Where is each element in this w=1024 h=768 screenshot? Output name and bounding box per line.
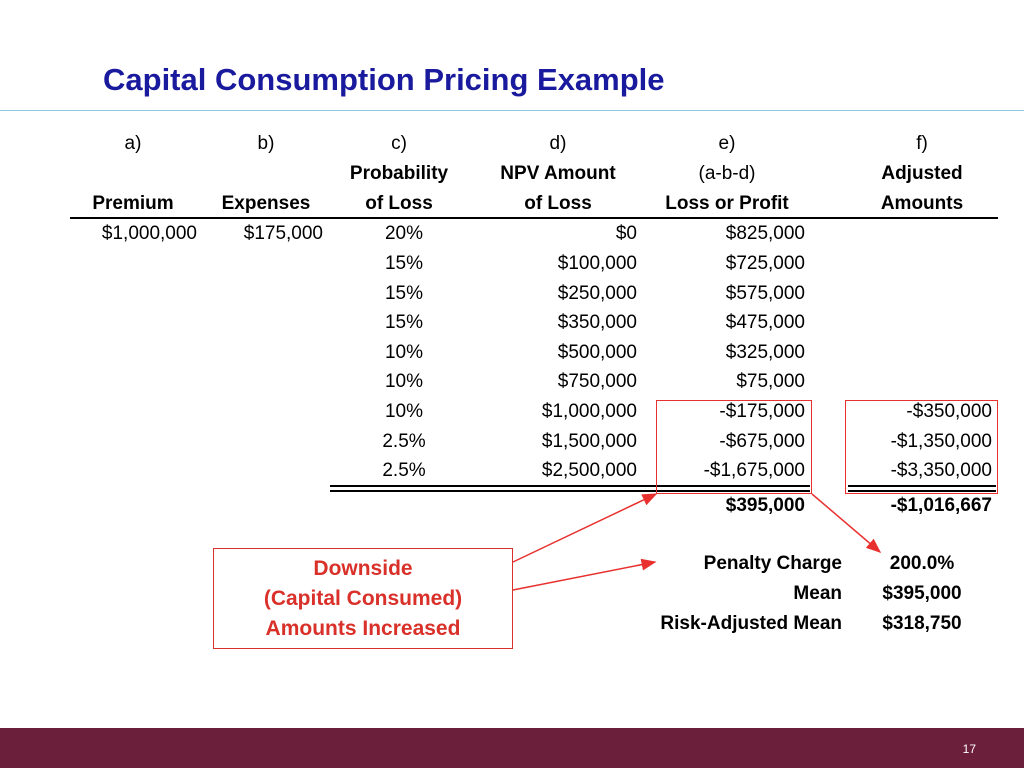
- page-number: 17: [962, 742, 976, 756]
- penalty-charge-label: Penalty Charge: [703, 553, 842, 574]
- col-f-letter: f): [916, 133, 928, 154]
- table-row-lp: -$175,000: [719, 401, 805, 422]
- col-b-header: Expenses: [221, 193, 311, 214]
- table-row-prob: 10%: [384, 371, 424, 392]
- slide-title: Capital Consumption Pricing Example: [103, 62, 665, 97]
- col-a-header: Premium: [92, 193, 174, 214]
- table-row-prob: 15%: [384, 283, 424, 304]
- arrow-to-penalty-value: [812, 494, 880, 552]
- mean-label: Mean: [793, 583, 842, 604]
- col-b-letter: b): [257, 133, 275, 154]
- arrow-to-loss-box: [513, 494, 656, 562]
- table-row-adj: -$1,350,000: [890, 431, 992, 452]
- table-row-npv: $500,000: [557, 342, 637, 363]
- col-d-header-line1: NPV Amount: [500, 163, 616, 184]
- risk-adjusted-mean-value: $318,750: [882, 613, 962, 634]
- col-a-letter: a): [124, 133, 142, 154]
- risk-adjusted-mean-label: Risk-Adjusted Mean: [660, 613, 842, 634]
- table-row-lp: -$1,675,000: [703, 460, 805, 481]
- table-row-prob: 15%: [384, 253, 424, 274]
- table-row-npv: $0: [615, 223, 637, 244]
- table-row-npv: $250,000: [557, 283, 637, 304]
- total-adjusted: -$1,016,667: [890, 495, 992, 516]
- table-row-adj: -$350,000: [906, 401, 992, 422]
- table-row-npv: $750,000: [557, 371, 637, 392]
- table-row-npv: $350,000: [557, 312, 637, 333]
- table-row-adj: -$3,350,000: [890, 460, 992, 481]
- col-c-header-line2: of Loss: [365, 193, 433, 214]
- table-row-prob: 15%: [384, 312, 424, 333]
- callout-line-3: Amounts Increased: [265, 616, 461, 640]
- col-d-letter: d): [549, 133, 567, 154]
- table-row-lp: $475,000: [725, 312, 805, 333]
- arrow-to-penalty: [513, 562, 655, 590]
- table-row-npv: $100,000: [557, 253, 637, 274]
- table-row-npv: $1,000,000: [541, 401, 637, 422]
- mean-value: $395,000: [882, 583, 962, 604]
- table-row-prob: 20%: [384, 223, 424, 244]
- footer-bar: [0, 728, 1024, 768]
- col-e-letter: e): [718, 133, 736, 154]
- callout-line-2: (Capital Consumed): [263, 586, 463, 610]
- table-row-npv: $2,500,000: [541, 460, 637, 481]
- col-e-header-line1: (a-b-d): [698, 163, 756, 184]
- expenses-value: $175,000: [243, 223, 323, 244]
- col-c-header-line1: Probability: [349, 163, 449, 184]
- table-row-lp: $575,000: [725, 283, 805, 304]
- premium-value: $1,000,000: [101, 223, 197, 244]
- table-row-lp: $325,000: [725, 342, 805, 363]
- col-c-letter: c): [391, 133, 407, 154]
- col-d-header-line2: of Loss: [524, 193, 592, 214]
- table-row-prob: 2.5%: [382, 460, 426, 481]
- total-loss-profit: $395,000: [725, 495, 805, 516]
- col-f-header-line2: Amounts: [880, 193, 964, 214]
- table-row-prob: 2.5%: [382, 431, 426, 452]
- table-row-prob: 10%: [384, 401, 424, 422]
- col-f-header-line1: Adjusted: [881, 163, 963, 184]
- table-row-lp: -$675,000: [719, 431, 805, 452]
- col-e-header-line2: Loss or Profit: [665, 193, 789, 214]
- callout-line-1: Downside: [313, 556, 413, 580]
- table-row-lp: $75,000: [736, 371, 805, 392]
- table-row-prob: 10%: [384, 342, 424, 363]
- table-row-npv: $1,500,000: [541, 431, 637, 452]
- table-row-lp: $725,000: [725, 253, 805, 274]
- table-row-lp: $825,000: [725, 223, 805, 244]
- penalty-charge-value: 200.0%: [889, 553, 955, 574]
